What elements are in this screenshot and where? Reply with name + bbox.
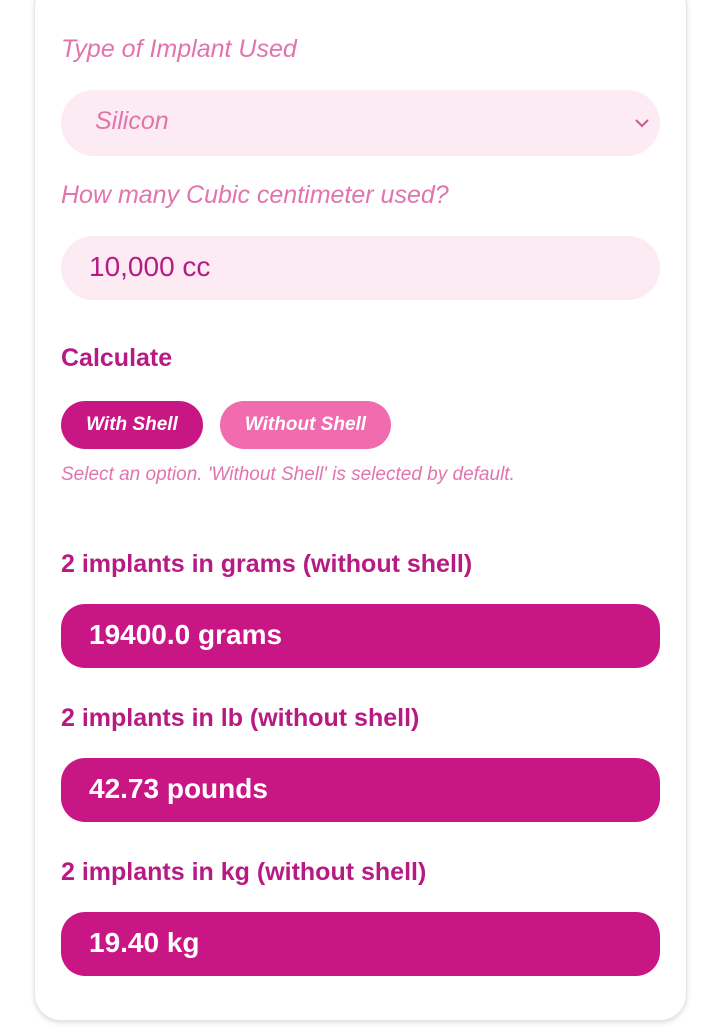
with-shell-button[interactable]: With Shell xyxy=(61,401,203,449)
shell-option-hint: Select an option. 'Without Shell' is selected by default. xyxy=(61,464,515,485)
calculator-card xyxy=(35,0,686,1020)
grams-result-label: 2 implants in grams (without shell) xyxy=(61,550,473,578)
kg-result-label: 2 implants in kg (without shell) xyxy=(61,858,427,886)
implant-type-selected-value: Silicon xyxy=(95,107,169,135)
implant-type-label: Type of Implant Used xyxy=(61,35,297,63)
lb-result-label: 2 implants in lb (without shell) xyxy=(61,704,420,732)
chevron-down-icon xyxy=(632,113,652,133)
kg-result-box xyxy=(61,912,660,976)
cc-input[interactable] xyxy=(61,236,660,300)
without-shell-button[interactable]: Without Shell xyxy=(220,401,391,449)
lb-result-value: 42.73 pounds xyxy=(89,773,268,804)
calculate-heading: Calculate xyxy=(61,344,173,372)
lb-result-box xyxy=(61,758,660,822)
cc-input-value: 10,000 cc xyxy=(89,251,211,282)
cc-input-label: How many Cubic centimeter used? xyxy=(61,181,449,209)
grams-result-box xyxy=(61,604,660,668)
kg-result-value: 19.40 kg xyxy=(89,927,200,958)
implant-type-select[interactable] xyxy=(61,90,660,156)
grams-result-value: 19400.0 grams xyxy=(89,619,283,650)
